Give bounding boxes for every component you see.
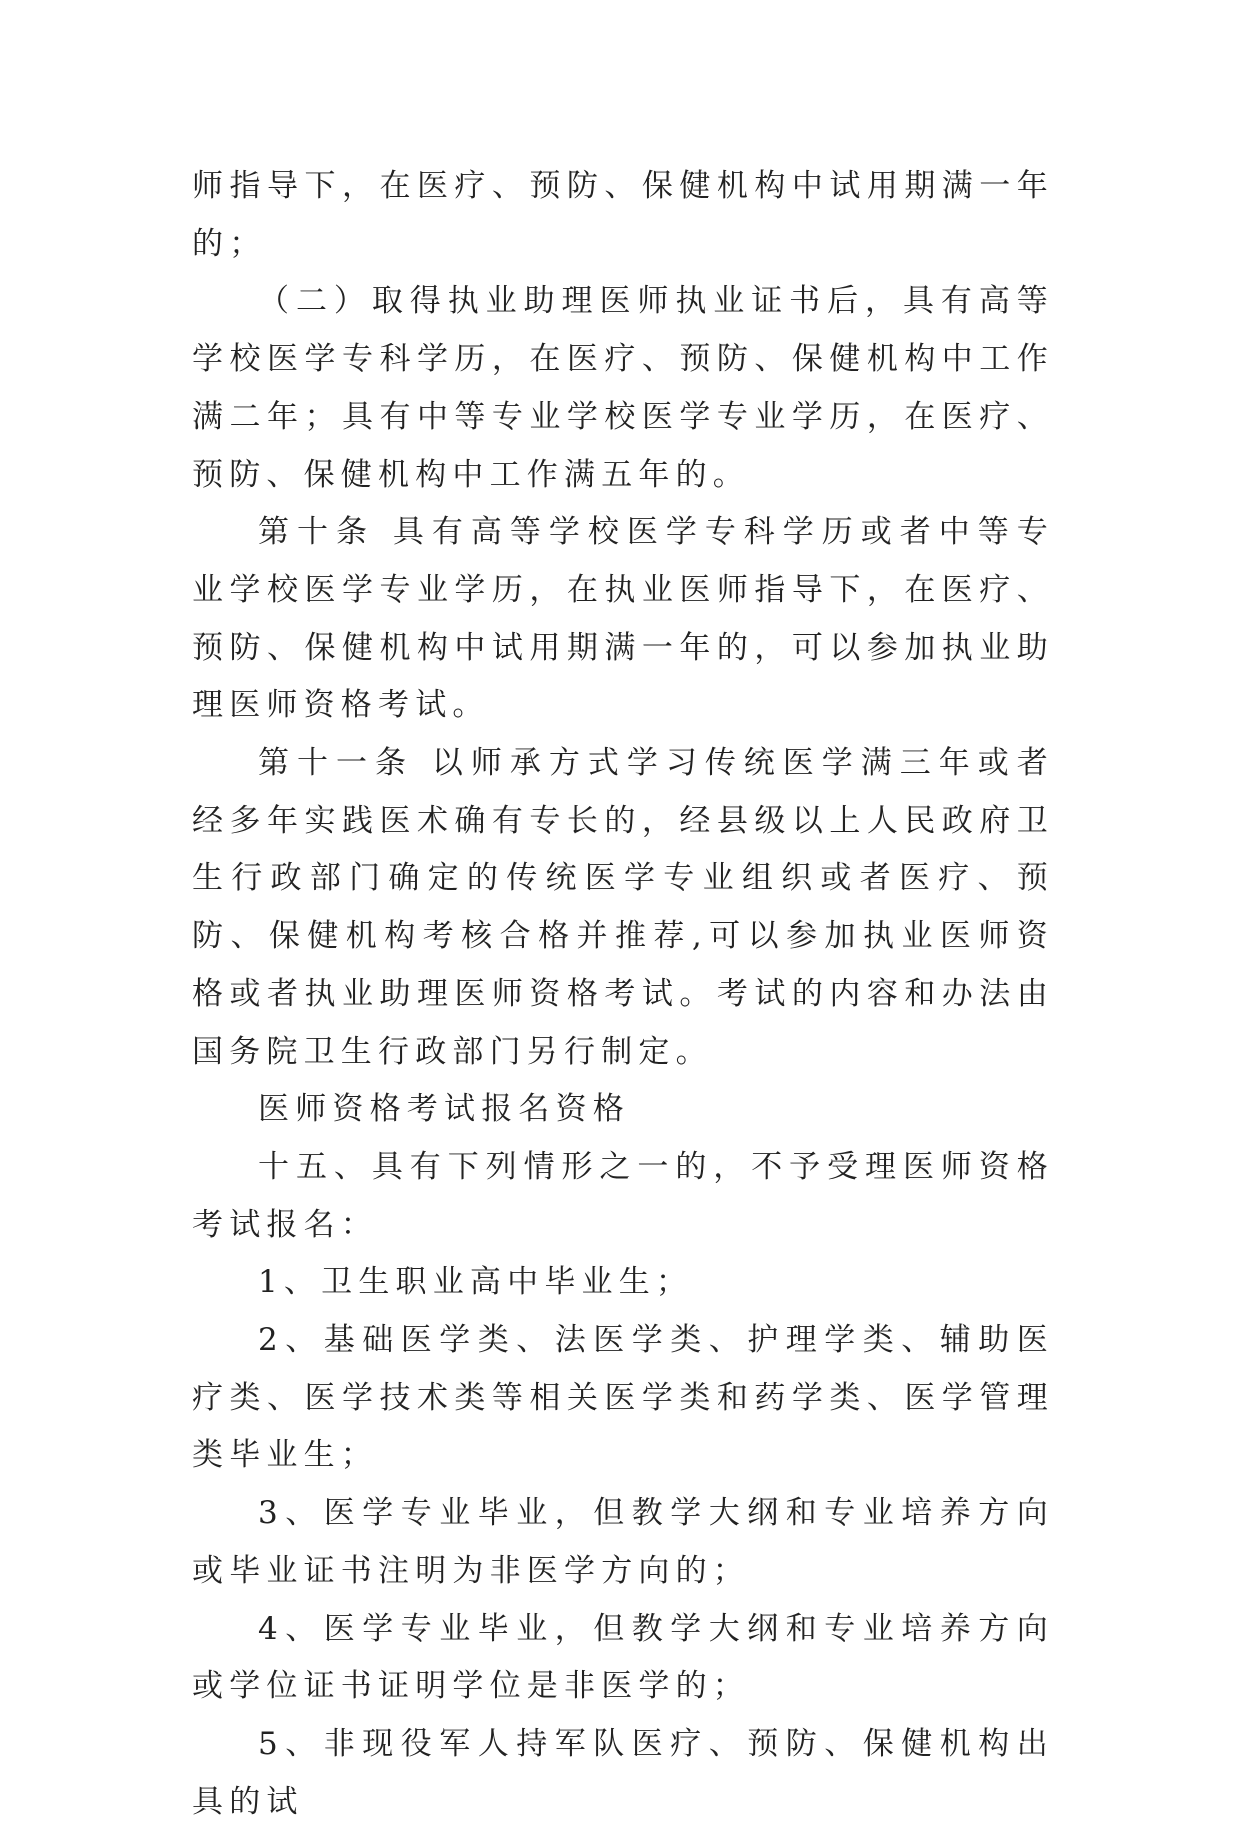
- list-item-3: 3、医学专业毕业，但教学大纲和专业培养方向或毕业证书注明为非医学方向的；: [192, 1495, 1054, 1589]
- paragraph-2: （二）取得执业助理医师执业证书后，具有高等学校医学专科学历，在医疗、预防、保健机构中工作满二年；具有中等专业学校医学专业学历，在医疗、预防、保健机构中工作满五年的。: [192, 283, 1054, 493]
- paragraph-item-15: 十五、具有下列情形之一的，不予受理医师资格考试报名：: [192, 1148, 1054, 1243]
- paragraph-article-10: 第十条 具有高等学校医学专科学历或者中等专业学校医学专业学历，在执业医师指导下，在医疗、预防、保健机构中试用期满一年的，可以参加执业助理医师资格考试。: [192, 514, 1054, 724]
- document-body: [192, 158, 1054, 1831]
- list-item-1: 1、卫生职业高中毕业生；: [258, 1264, 694, 1301]
- paragraph-1: 师指导下，在医疗、预防、保健机构中试用期满一年的；: [192, 168, 1054, 262]
- list-item-4: 4、医学专业毕业，但教学大纲和专业培养方向或学位证书证明学位是非医学的；: [192, 1610, 1054, 1705]
- list-item-2: 2、基础医学类、法医学类、护理学类、辅助医疗类、医学技术类等相关医学类和药学类、医学管理类毕业生；: [192, 1322, 1054, 1474]
- section-heading: 医师资格考试报名资格: [258, 1091, 630, 1128]
- list-item-5: 5、非现役军人持军队医疗、预防、保健机构出具的试: [192, 1725, 1054, 1820]
- paragraph-article-11: 第十一条 以师承方式学习传统医学满三年或者经多年实践医术确有专长的，经县级以上人民政府卫生行政部门确定的传统医学专业组织或者医疗、预防、保健机构考核合格并推荐,可以参加执业医师资格或者执业助理医师资格考试。考试的内容和办法由国务院卫生行政部门另行制定。: [192, 745, 1054, 1070]
